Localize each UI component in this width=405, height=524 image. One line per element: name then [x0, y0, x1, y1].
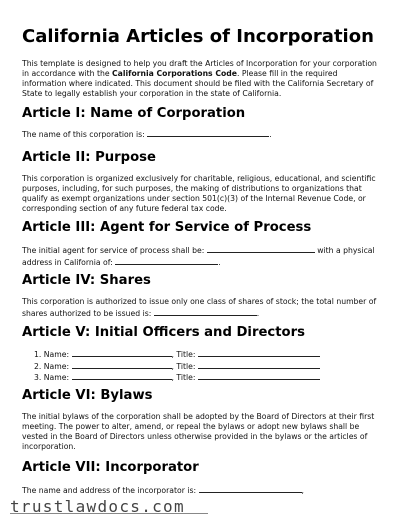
officer-name-blank[interactable]: [72, 371, 172, 380]
article-3-section: [22, 219, 384, 268]
article-1-label: The name of this corporation is:: [22, 130, 145, 139]
article-3-heading: Article III: Agent for Service of Process: [22, 220, 312, 235]
officers-list: [22, 348, 384, 383]
article-7-text: [22, 484, 384, 496]
article-1-end: .: [269, 130, 272, 139]
article-4-heading: Article IV: Shares: [22, 273, 151, 288]
agent-address-blank[interactable]: [115, 256, 221, 267]
intro-text-end: . Please fill in the required information where indicated. This document should be filed with the California Secretary of State to legally establish your corporation in the state of California.: [22, 69, 374, 98]
article-7-heading: Article VII: Incorporator: [22, 460, 199, 475]
shares-count-blank[interactable]: [154, 307, 260, 318]
article-6-heading: Article VI: Bylaws: [22, 388, 153, 403]
officer-title-label: , Title:: [171, 350, 196, 359]
article-1-section: [22, 105, 384, 140]
article-7-label: The name and address of the incorporator is:: [22, 486, 197, 495]
article-4-end: .: [256, 309, 260, 318]
officer-row-number: 1.: [34, 350, 42, 359]
officer-title-blank[interactable]: [198, 348, 320, 357]
article-2-heading: Article II: Purpose: [22, 150, 156, 165]
article-7-end: ,: [301, 486, 304, 495]
incorporator-blank[interactable]: [199, 484, 302, 493]
article-6-text: The initial bylaws of the corporation shall be adopted by the Board of Directors at their first meeting. The power to alter, amend, or repeal the bylaws or adopt new bylaws shall be vested in the Board of Directors unless otherwise provided in the bylaws or the articles of incorporation.: [22, 412, 375, 451]
officer-name-blank[interactable]: [72, 360, 172, 369]
officer-row-2: [34, 360, 384, 372]
agent-name-blank[interactable]: [207, 244, 315, 253]
corporation-name-blank[interactable]: [147, 128, 272, 139]
article-5-heading: Article V: Initial Officers and Directors: [22, 325, 305, 340]
officer-row-number: 3.: [34, 373, 42, 382]
article-2-section: [22, 149, 384, 214]
officer-name-blank[interactable]: [72, 348, 172, 357]
article-2-text: This corporation is organized exclusively for charitable, religious, educational, and scientific purposes, including, for such purposes, the making of distributions to organizations that qualify as exempt organizations under section 501(c)(3) of the Internal Revenue Code, or corresponding section of any future federal tax code.: [22, 174, 376, 213]
document-title: California Articles of Incorporation: [22, 26, 374, 47]
document-page: [22, 26, 384, 495]
article-6-section: [22, 387, 384, 452]
article-1-text: [22, 128, 384, 140]
article-4-label: This corporation is authorized to issue only one class of shares of stock; the total number of shares authorized to be issued is:: [22, 297, 377, 318]
officer-name-label: Name:: [43, 350, 70, 359]
article-3-text: [22, 244, 384, 268]
intro-text-start: This template is designed to help you draft the Articles of Incorporation for your corporation in accordance with the: [22, 59, 377, 78]
intro-code-name: California Corporations Code: [112, 69, 237, 78]
officer-title-blank[interactable]: [198, 371, 320, 380]
officer-row-number: 2.: [34, 361, 42, 371]
officer-name-label: Name:: [43, 373, 70, 382]
officer-title-blank[interactable]: [198, 360, 320, 369]
footer-underline: [10, 513, 208, 514]
article-7-section: [22, 459, 384, 496]
officer-title-label: , Title:: [171, 373, 196, 382]
officer-row-1: [34, 348, 384, 360]
article-3-address-label: with a physical address in California of:: [22, 246, 375, 267]
article-1-heading: Article I: Name of Corporation: [22, 106, 246, 121]
intro-paragraph: [22, 59, 384, 99]
officer-row-3: [34, 371, 384, 383]
officer-title-label: , Title:: [171, 361, 196, 371]
article-4-text: [22, 297, 384, 319]
article-3-agent-label: The initial agent for service of process shall be:: [22, 246, 205, 255]
officer-name-label: Name:: [43, 361, 70, 371]
article-4-section: [22, 272, 384, 319]
article-5-section: [22, 324, 384, 383]
watermark-url: trustlawdocs.com: [10, 497, 185, 516]
article-3-end: .: [218, 258, 221, 267]
